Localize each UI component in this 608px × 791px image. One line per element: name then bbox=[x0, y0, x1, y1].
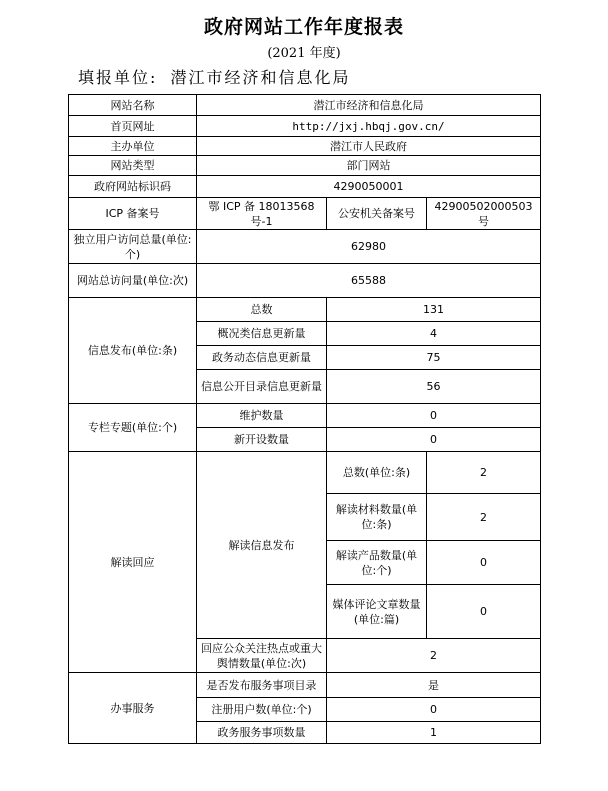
row-homepage bbox=[69, 116, 541, 137]
uv-value: 62980 bbox=[197, 230, 541, 264]
column-new-label: 新开设数量 bbox=[197, 428, 327, 452]
service-users-label: 注册用户数(单位:个) bbox=[197, 698, 327, 722]
publish-catalog-value: 56 bbox=[327, 370, 541, 404]
row-site-type bbox=[69, 156, 541, 176]
interpret-total-label: 总数(单位:条) bbox=[327, 452, 427, 494]
publish-total-label: 总数 bbox=[197, 298, 327, 322]
fill-unit-label: 填报单位: bbox=[78, 68, 158, 87]
row-icp bbox=[69, 198, 541, 230]
fill-unit bbox=[78, 65, 351, 88]
row-pv bbox=[69, 264, 541, 298]
service-catalog-value: 是 bbox=[327, 673, 541, 698]
service-label: 办事服务 bbox=[69, 673, 197, 744]
sponsor-label: 主办单位 bbox=[69, 137, 197, 156]
interpret-material-label: 解读材料数量(单位:条) bbox=[327, 494, 427, 541]
site-id-value: 4290050001 bbox=[197, 176, 541, 198]
column-new-value: 0 bbox=[327, 428, 541, 452]
site-type-label: 网站类型 bbox=[69, 156, 197, 176]
site-type-value: 部门网站 bbox=[197, 156, 541, 176]
publish-overview-value: 4 bbox=[327, 322, 541, 346]
icp-value: 鄂 ICP 备 18013568 号-1 bbox=[197, 198, 327, 230]
police-label: 公安机关备案号 bbox=[327, 198, 427, 230]
interpret-publish-label: 解读信息发布 bbox=[197, 452, 327, 639]
row-sponsor bbox=[69, 137, 541, 156]
row-site-id bbox=[69, 176, 541, 198]
interpret-material-value: 2 bbox=[427, 494, 541, 541]
pv-label: 网站总访问量(单位:次) bbox=[69, 264, 197, 298]
row-service-catalog bbox=[69, 673, 541, 698]
service-catalog-label: 是否发布服务事项目录 bbox=[197, 673, 327, 698]
interpret-respond-value: 2 bbox=[327, 639, 541, 673]
icp-label: ICP 备案号 bbox=[69, 198, 197, 230]
fill-unit-value: 潜江市经济和信息化局 bbox=[170, 68, 351, 87]
interpret-product-label: 解读产品数量(单位:个) bbox=[327, 541, 427, 585]
report-title: 政府网站工作年度报表 bbox=[203, 16, 404, 38]
interpret-product-value: 0 bbox=[427, 541, 541, 585]
column-maintain-label: 维护数量 bbox=[197, 404, 327, 428]
interpret-label: 解读回应 bbox=[69, 452, 197, 673]
site-name-value: 潜江市经济和信息化局 bbox=[197, 95, 541, 116]
publish-catalog-label: 信息公开目录信息更新量 bbox=[197, 370, 327, 404]
police-value: 42900502000503 号 bbox=[427, 198, 541, 230]
row-publish-total bbox=[69, 298, 541, 322]
report-table bbox=[68, 94, 541, 744]
publish-affairs-label: 政务动态信息更新量 bbox=[197, 346, 327, 370]
sponsor-value: 潜江市人民政府 bbox=[197, 137, 541, 156]
publish-overview-label: 概况类信息更新量 bbox=[197, 322, 327, 346]
row-column-maintain bbox=[69, 404, 541, 428]
row-uv bbox=[69, 230, 541, 264]
publish-total-value: 131 bbox=[327, 298, 541, 322]
interpret-total-value: 2 bbox=[427, 452, 541, 494]
homepage-label: 首页网址 bbox=[69, 116, 197, 137]
pv-value: 65588 bbox=[197, 264, 541, 298]
interpret-media-label: 媒体评论文章数量(单位:篇) bbox=[327, 585, 427, 639]
report-year: (2021 年度) bbox=[267, 46, 341, 61]
service-users-value: 0 bbox=[327, 698, 541, 722]
site-name-label: 网站名称 bbox=[69, 95, 197, 116]
interpret-media-value: 0 bbox=[427, 585, 541, 639]
interpret-respond-label: 回应公众关注热点或重大舆情数量(单位:次) bbox=[197, 639, 327, 673]
uv-label: 独立用户访问总量(单位:个) bbox=[69, 230, 197, 264]
column-maintain-value: 0 bbox=[327, 404, 541, 428]
homepage-value: http://jxj.hbqj.gov.cn/ bbox=[197, 116, 541, 137]
row-interpret-total bbox=[69, 452, 541, 494]
row-site-name bbox=[69, 95, 541, 116]
publish-affairs-value: 75 bbox=[327, 346, 541, 370]
service-items-value: 1 bbox=[327, 722, 541, 744]
publish-label: 信息发布(单位:条) bbox=[69, 298, 197, 404]
site-id-label: 政府网站标识码 bbox=[69, 176, 197, 198]
column-label: 专栏专题(单位:个) bbox=[69, 404, 197, 452]
service-items-label: 政务服务事项数量 bbox=[197, 722, 327, 744]
